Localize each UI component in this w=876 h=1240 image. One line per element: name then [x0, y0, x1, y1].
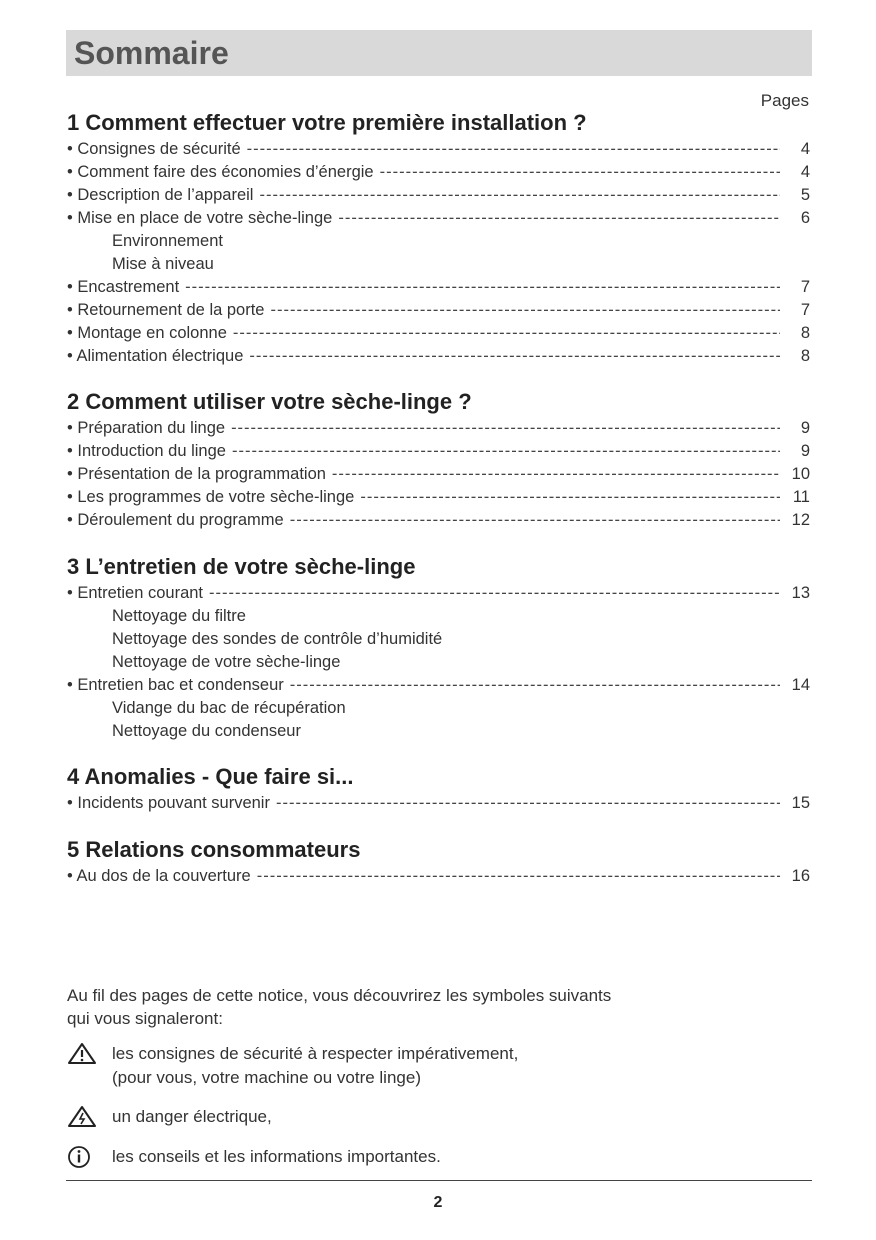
toc-entry-label: • Comment faire des économies d’énergie — [67, 163, 374, 181]
dot-leader — [290, 674, 780, 697]
toc-subentry: Nettoyage du condenseur — [112, 722, 301, 740]
section-heading: 2 Comment utiliser votre sèche-linge ? — [67, 389, 472, 414]
page-title: Sommaire — [74, 35, 229, 71]
legend-intro-line: Au fil des pages de cette notice, vous découvrirez les symboles suivants — [67, 986, 612, 1005]
toc-entry[interactable] — [67, 207, 810, 230]
toc-entry[interactable] — [67, 322, 810, 345]
legend-item-safety — [67, 1042, 518, 1090]
dot-leader — [232, 440, 780, 463]
toc-entry-label: • Préparation du linge — [67, 419, 226, 437]
toc-entry[interactable] — [67, 486, 810, 509]
toc-entry-page: 7 — [800, 278, 810, 296]
symbol-legend — [67, 984, 812, 1166]
toc-subentry: Vidange du bac de récupération — [112, 699, 346, 717]
toc-entry-label: • Encastrement — [67, 278, 180, 296]
dot-leader — [276, 792, 780, 815]
toc-entry[interactable] — [67, 276, 810, 299]
legend-item-line: (pour vous, votre machine ou votre linge) — [112, 1068, 421, 1087]
toc-entry-page: 13 — [791, 584, 810, 602]
electric-danger-icon — [67, 1105, 97, 1129]
dot-leader — [233, 322, 780, 345]
dot-leader — [338, 207, 780, 230]
info-circle-icon — [67, 1145, 97, 1169]
toc-section-4 — [67, 764, 810, 815]
section-heading: 5 Relations consommateurs — [67, 837, 361, 862]
toc-entry-label: • Incidents pouvant survenir — [67, 794, 270, 812]
toc-entry-label: • Mise en place de votre sèche-linge — [67, 209, 333, 227]
dot-leader — [259, 184, 780, 207]
warning-triangle-icon — [67, 1042, 97, 1066]
legend-item-line: les consignes de sécurité à respecter impérativement, — [112, 1044, 519, 1063]
toc-entry-label: • Retournement de la porte — [67, 301, 265, 319]
toc-entry-page: 10 — [791, 465, 810, 483]
dot-leader — [185, 276, 780, 299]
toc-entry-page: 14 — [791, 676, 810, 694]
dot-leader — [270, 299, 780, 322]
page-number: 2 — [433, 1194, 443, 1211]
toc-section-1 — [67, 110, 810, 368]
toc-entry[interactable] — [67, 161, 810, 184]
toc-entry-label: • Entretien courant — [67, 584, 204, 602]
toc-entry-page: 15 — [791, 794, 810, 812]
toc-entry-page: 8 — [800, 324, 810, 342]
dot-leader — [332, 463, 780, 486]
toc-subentry: Nettoyage de votre sèche-linge — [112, 653, 341, 671]
toc-entry[interactable] — [67, 417, 810, 440]
toc-section-5 — [67, 837, 810, 888]
dot-leader — [380, 161, 780, 184]
legend-item-info — [67, 1145, 441, 1169]
toc-entry[interactable] — [67, 865, 810, 888]
toc-entry-label: • Montage en colonne — [67, 324, 227, 342]
toc-entry-label: • Alimentation électrique — [67, 347, 244, 365]
dot-leader — [290, 509, 780, 532]
toc-subentry: Nettoyage du filtre — [112, 607, 246, 625]
toc-entry-label: • Présentation de la programmation — [67, 465, 326, 483]
legend-item-electric — [67, 1105, 272, 1129]
toc-entry-label: • Déroulement du programme — [67, 511, 284, 529]
toc-entry-label: • Introduction du linge — [67, 442, 226, 460]
dot-leader — [231, 417, 780, 440]
toc-entry-page: 4 — [800, 163, 810, 181]
toc-entry[interactable] — [67, 345, 810, 368]
legend-item-line: les conseils et les informations importantes. — [112, 1147, 441, 1166]
toc-entry[interactable] — [67, 582, 810, 605]
dot-leader — [360, 486, 780, 509]
toc-entry[interactable] — [67, 184, 810, 207]
dot-leader — [247, 138, 780, 161]
toc-entry[interactable] — [67, 463, 810, 486]
pages-column-label: Pages — [760, 91, 809, 110]
toc-subentry: Mise à niveau — [112, 255, 214, 273]
toc-section-3 — [67, 554, 810, 743]
toc-entry-label: • Les programmes de votre sèche-linge — [67, 488, 355, 506]
legend-item-line: un danger électrique, — [112, 1107, 272, 1126]
toc-entry[interactable] — [67, 440, 810, 463]
dot-leader — [209, 582, 780, 605]
toc-entry-page: 9 — [800, 442, 810, 460]
toc-entry-page: 9 — [800, 419, 810, 437]
toc-entry[interactable] — [67, 509, 810, 532]
section-heading: 3 L’entretien de votre sèche-linge — [67, 554, 416, 579]
legend-item-text — [112, 1042, 518, 1090]
toc-entry-page: 7 — [800, 301, 810, 319]
footer-divider — [66, 1180, 812, 1181]
toc-entry-page: 8 — [800, 347, 810, 365]
toc-entry-page: 4 — [800, 140, 810, 158]
toc-entry-label: • Consignes de sécurité — [67, 140, 241, 158]
toc-entry-page: 16 — [791, 867, 810, 885]
dot-leader — [249, 345, 780, 368]
dot-leader — [257, 865, 780, 888]
toc-entry-page: 11 — [792, 488, 810, 506]
section-heading: 4 Anomalies - Que faire si... — [67, 764, 354, 789]
toc-subentry: Environnement — [112, 232, 223, 250]
toc-entry[interactable] — [67, 674, 810, 697]
toc-entry-label: • Au dos de la couverture — [67, 867, 251, 885]
toc-entry-page: 5 — [800, 186, 810, 204]
toc-entry-label: • Entretien bac et condenseur — [67, 676, 284, 694]
title-bar — [66, 30, 812, 76]
toc-entry[interactable] — [67, 138, 810, 161]
toc-entry[interactable] — [67, 299, 810, 322]
section-heading: 1 Comment effectuer votre première installation ? — [67, 110, 587, 135]
toc-entry-label: • Description de l’appareil — [67, 186, 254, 204]
toc-subentry: Nettoyage des sondes de contrôle d’humidité — [112, 630, 443, 648]
toc-entry-page: 6 — [800, 209, 810, 227]
toc-entry[interactable] — [67, 792, 810, 815]
toc-entry-page: 12 — [791, 511, 810, 529]
legend-intro-line: qui vous signaleront: — [67, 1009, 223, 1028]
toc-section-2 — [67, 389, 810, 532]
